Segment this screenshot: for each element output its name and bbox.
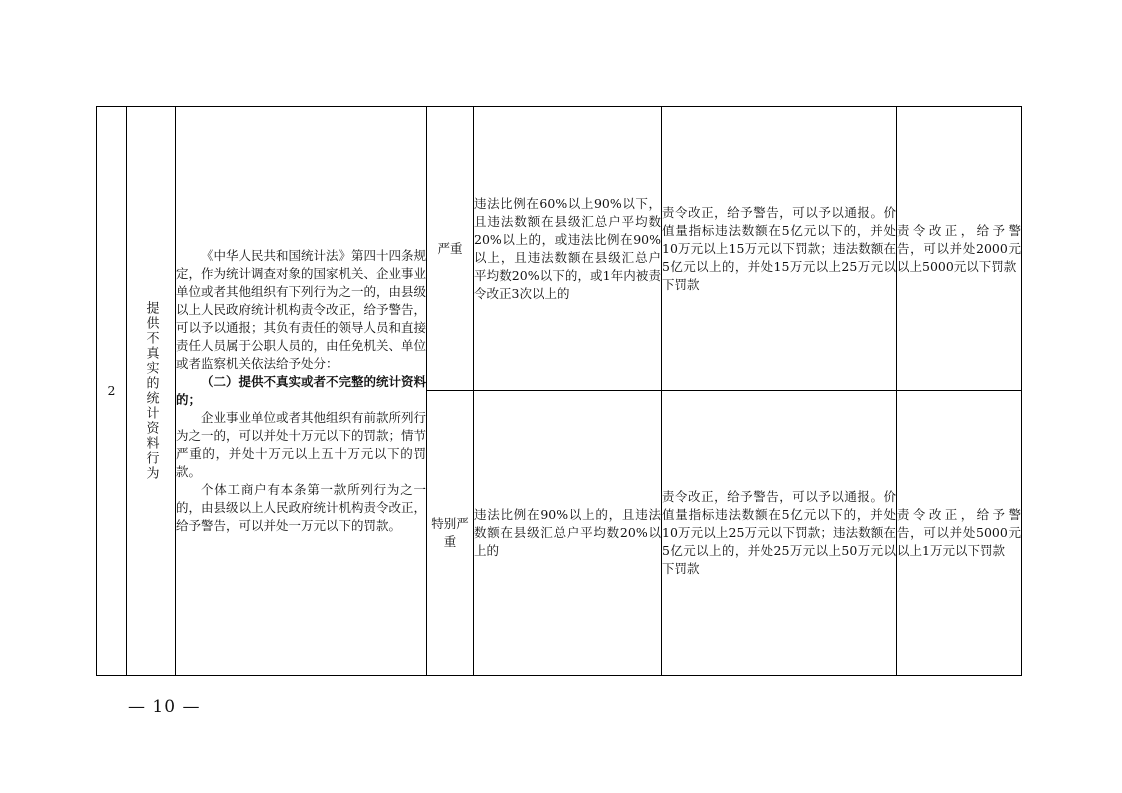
individual-penalty bbox=[897, 107, 1022, 391]
penalty-standard-table bbox=[96, 106, 1022, 676]
severity-level: 特别严重 bbox=[427, 391, 474, 676]
condition-text: 违法比例在90%以上的，且违法数额在县级汇总户平均数20%以上的 bbox=[474, 507, 661, 558]
legal-basis-cell bbox=[176, 107, 427, 676]
legal-basis-item: （二）提供不真实或者不完整的统计资料的； bbox=[176, 374, 427, 407]
severity-level: 严重 bbox=[427, 107, 474, 391]
violation-condition bbox=[474, 391, 662, 676]
row-number: 2 bbox=[97, 107, 127, 676]
violation-behavior: 提供不真实的统计资料行为 bbox=[143, 301, 159, 481]
organization-penalty bbox=[662, 107, 897, 391]
organization-penalty bbox=[662, 391, 897, 676]
individual-penalty-text: 责令改正，给予警告，可以并处5000元以上1万元以下罚款 bbox=[897, 507, 1021, 558]
legal-basis-paragraph: 《中华人民共和国统计法》第四十四条规定，作为统计调查对象的国家机关、企业事业单位或者其他组织有下列行为之一的，由县级以上人民政府统计机构责令改正，给予警告，可以予以通报；其负有责任的领导人员和直接责任人员属于公职人员的，由任免机关、单位或者监察机关依法给予处分： bbox=[176, 248, 427, 371]
individual-penalty-text: 责令改正，给予警告，可以并处2000元以上5000元以下罚款 bbox=[897, 222, 1021, 274]
org-penalty-text: 责令改正，给予警告，可以予以通报。价值量指标违法数额在5亿元以下的，并处10万元以上15万元以下罚款；违法数额在5亿元以上的，并处15万元以上25万元以下罚款 bbox=[662, 204, 896, 292]
violation-behavior-cell bbox=[127, 107, 176, 676]
org-penalty-text: 责令改正，给予警告，可以予以通报。价值量指标违法数额在5亿元以下的，并处10万元以上25万元以下罚款；违法数额在5亿元以上的，并处25万元以上50万元以下罚款 bbox=[662, 489, 896, 576]
individual-penalty bbox=[897, 391, 1022, 676]
legal-basis-paragraph: 个体工商户有本条第一款所列行为之一的，由县级以上人民政府统计机构责令改正，给予警告，可以并处一万元以下的罚款。 bbox=[176, 482, 427, 533]
table-row bbox=[97, 107, 1022, 391]
legal-basis-paragraph: 企业事业单位或者其他组织有前款所列行为之一的，可以并处十万元以下的罚款；情节严重的，并处十万元以上五十万元以下的罚款。 bbox=[176, 410, 427, 479]
condition-text: 违法比例在60%以上90%以下，且违法数额在县级汇总户平均数20%以上的，或违法比例在90%以上，且违法数额在县级汇总户平均数20%以下的，或1年内被责令改正3次以上的 bbox=[474, 195, 661, 301]
violation-condition bbox=[474, 107, 662, 391]
page-number: — 10 — bbox=[128, 697, 201, 717]
